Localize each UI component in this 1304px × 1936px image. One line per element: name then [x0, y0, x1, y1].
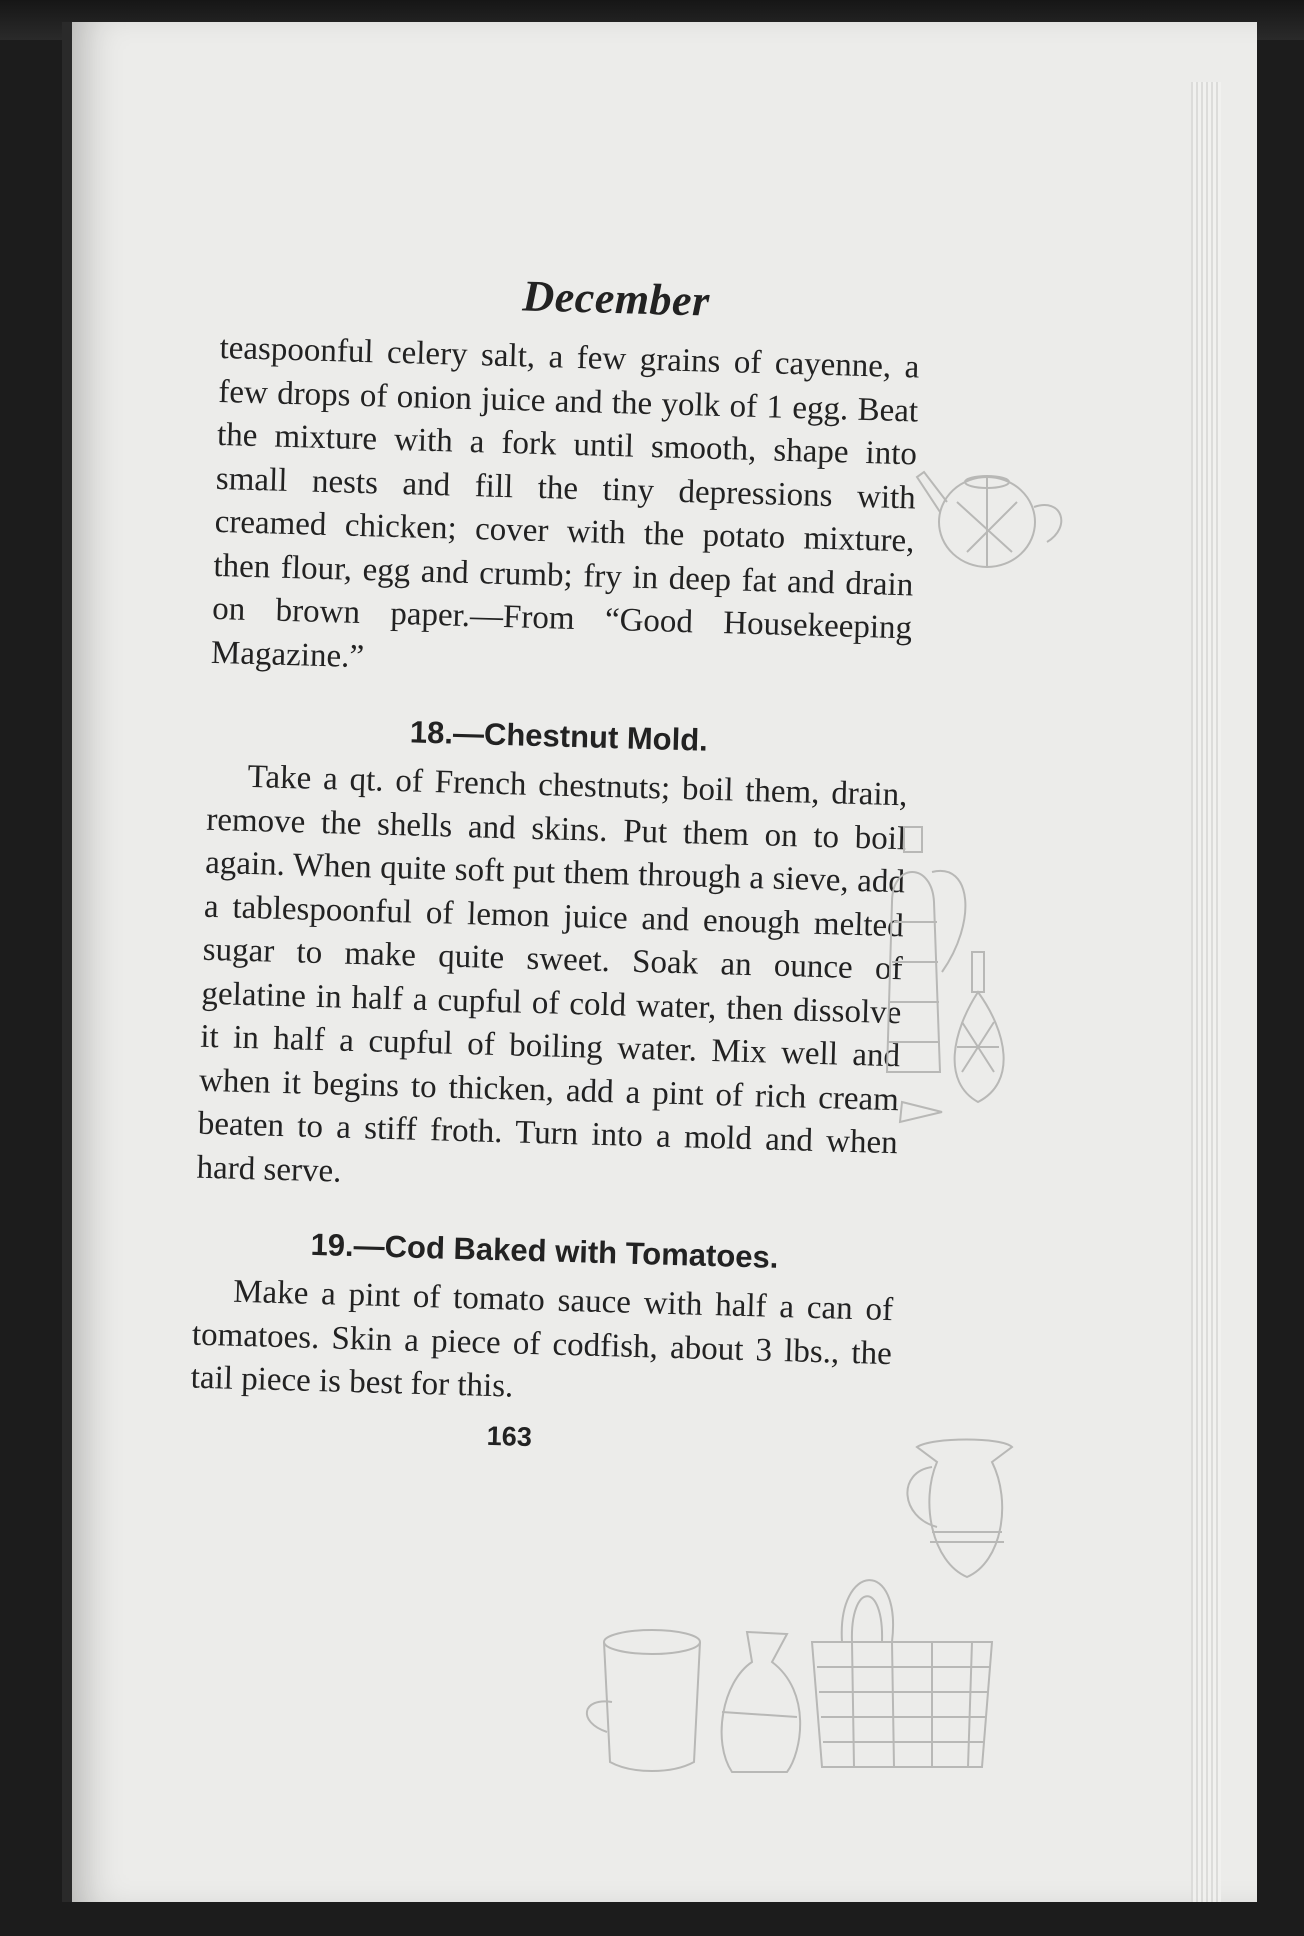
pail-sack-basket-illustration [572, 1562, 1032, 1792]
page-edges [1191, 82, 1221, 1902]
book-page [62, 22, 1257, 1902]
pitcher-illustration [892, 1432, 1032, 1582]
bottles-illustration [882, 822, 1082, 1152]
teapot-illustration [912, 442, 1082, 592]
continued-paragraph: teaspoonful celery salt, a few grains of cayenne, a few drops of onion juice and the yolk of 1 egg. Beat the mixture with a fork until smooth, shape into small nests and fill the tiny depressions with creamed chicken; cover with the potato mixture, then flour, egg and crumb; fry in deep fat and drain on brown paper.—From “Good Housekeeping Magazine.” [210, 329, 920, 675]
recipe-body-chestnut-mold: Take a qt. of French chestnuts; boil them, drain, remove the shells and skins. Put them on to boil again. When quite soft put them through a sieve, add a tablespoonful of lemon juice and enough melted sugar to make quite sweet. Soak an ounce of gelatine in half a cupful of cold water, then dissolve it in half a cupful of boiling water. Mix well and when it begins to thicken, add a pint of rich cream beaten to a stiff froth. Turn into a mold and when hard serve. [196, 758, 908, 1190]
text-column [189, 262, 922, 1463]
recipe-body-cod-baked: Make a pint of tomato sauce with half a can of tomatoes. Skin a piece of codfish, about 3 lbs., the tail piece is best for this. [190, 1273, 894, 1405]
recipe-title-cod-baked: 19.—Cod Baked with Tomatoes. [310, 1226, 779, 1275]
running-head: December [521, 271, 711, 326]
recipe-title-chestnut-mold: 18.—Chestnut Mold. [409, 714, 709, 758]
page-number: 163 [486, 1420, 533, 1452]
